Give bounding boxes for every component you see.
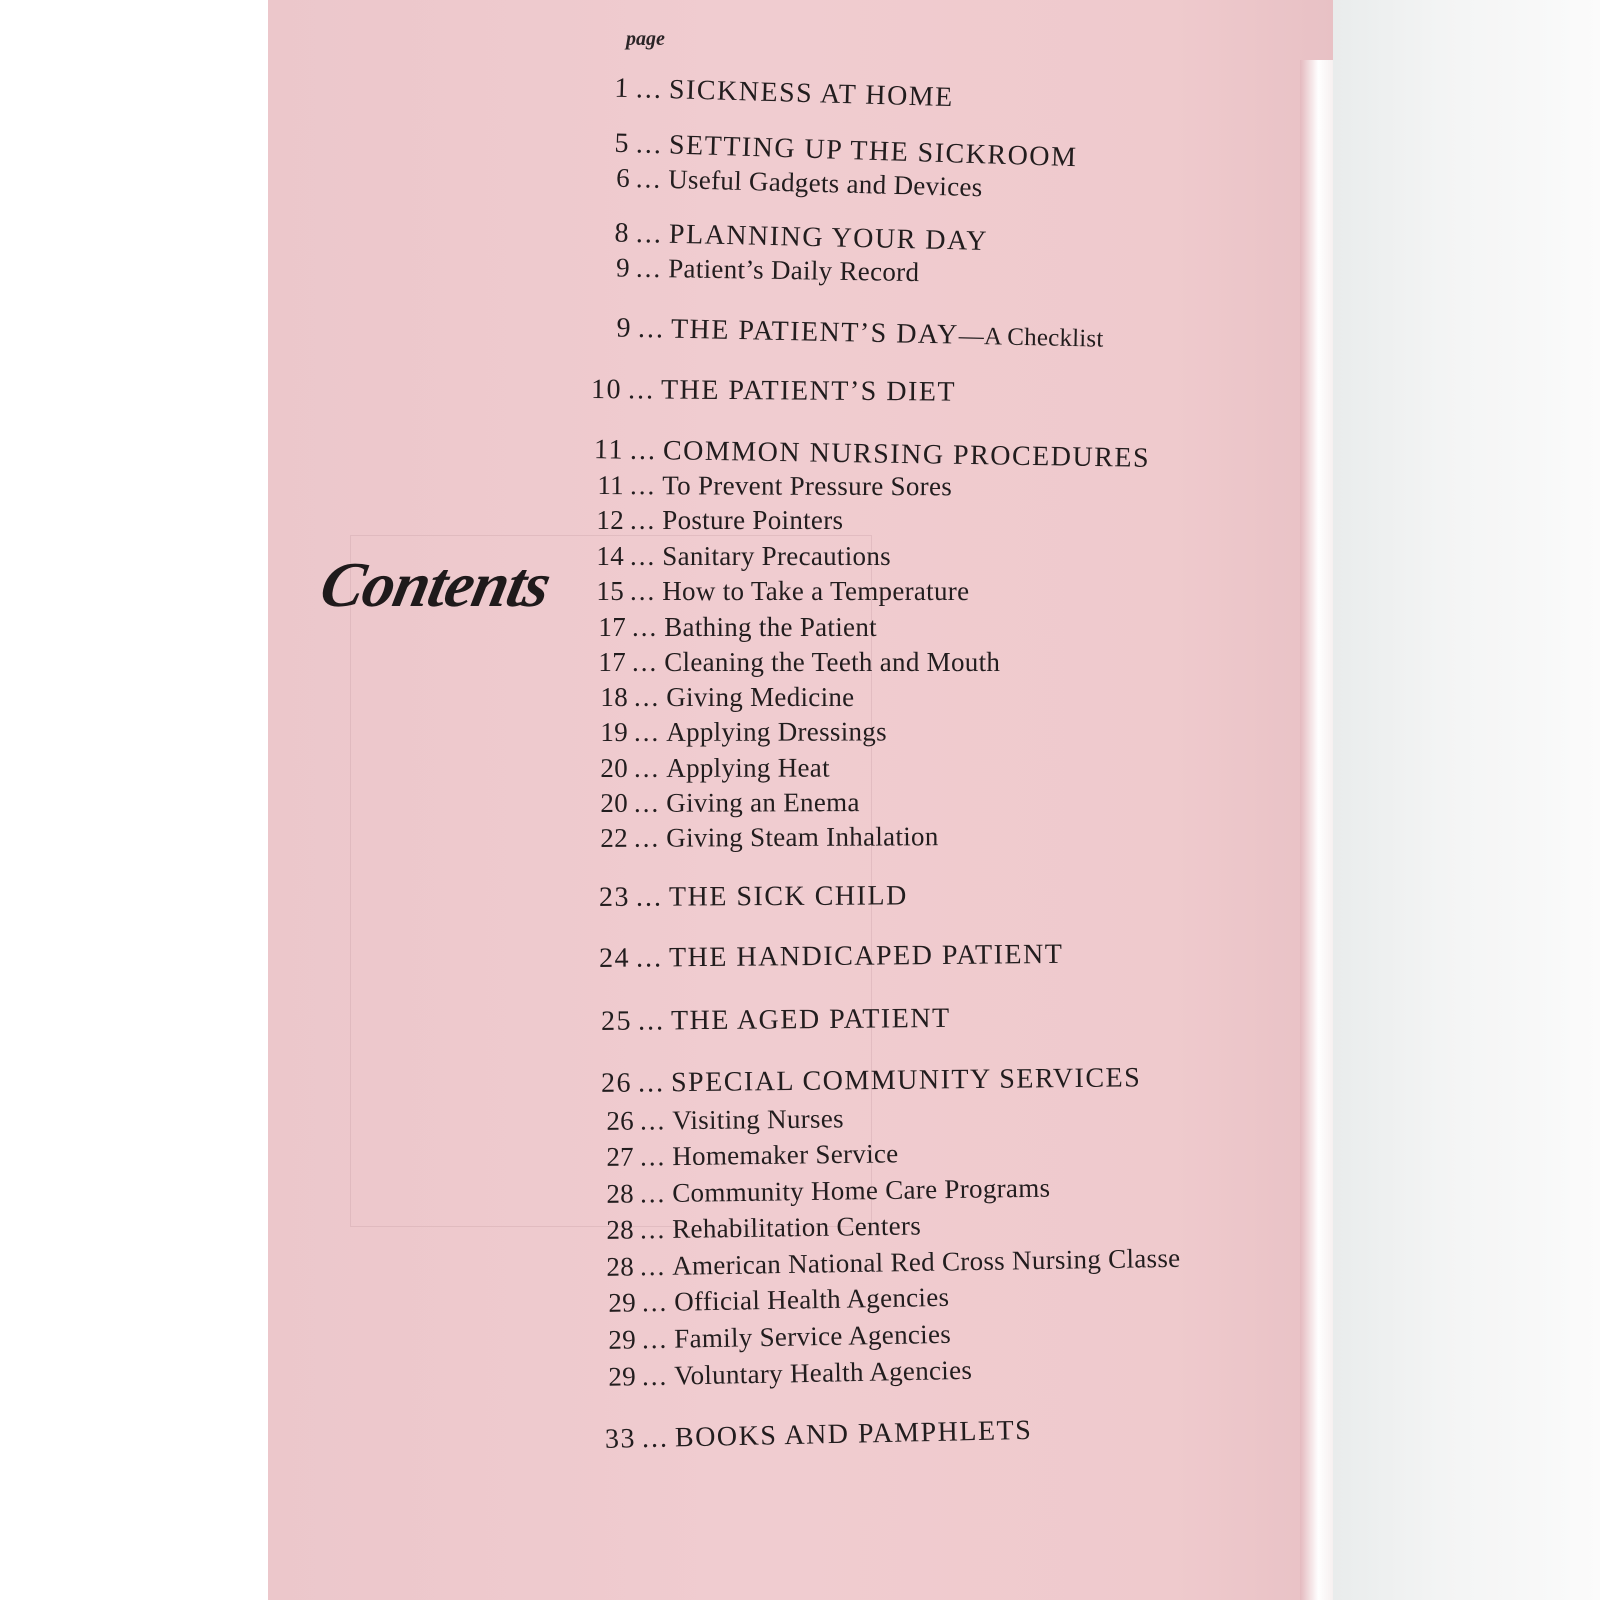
toc-leader-dots: ...: [639, 1214, 667, 1245]
toc-leader-dots: ...: [632, 612, 659, 642]
toc-title: THE AGED PATIENT: [670, 1002, 951, 1037]
toc-title: SETTING UP THE SICKROOM: [668, 129, 1078, 174]
toc-title: Official Health Agencies: [673, 1281, 950, 1317]
toc-title: THE HANDICAPED PATIENT: [668, 938, 1064, 974]
toc-entry: [598, 1415, 1033, 1456]
toc-title: Giving Medicine: [666, 682, 855, 712]
toc-entry: [592, 939, 1064, 975]
toc-page-number: 8: [614, 217, 631, 249]
toc-entry: [598, 1355, 973, 1393]
toc-entry: [584, 374, 956, 409]
toc-leader-dots: ...: [635, 881, 664, 913]
toc-page-number: 27: [606, 1141, 635, 1172]
toc-title: Cleaning the Teeth and Mouth: [664, 647, 1001, 677]
toc-page-number: 6: [615, 162, 631, 193]
toc-page-number: 28: [606, 1178, 635, 1209]
toc-page-number: 1: [614, 72, 631, 105]
toc-page-number: 28: [606, 1251, 635, 1282]
toc-title: Family Service Agencies: [673, 1318, 952, 1354]
page-column-label: page: [626, 28, 665, 50]
toc-entry: [592, 880, 908, 914]
toc-entry: [586, 541, 891, 572]
toc-page-number: 5: [614, 127, 631, 160]
toc-title: Patient’s Daily Record: [668, 253, 920, 288]
toc-title: THE PATIENT’S DIET: [660, 374, 957, 408]
toc-entry: [592, 217, 989, 258]
toc-title: Bathing the Patient: [664, 612, 877, 642]
toc-title: Giving an Enema: [666, 787, 860, 818]
toc-title: SICKNESS AT HOME: [668, 74, 955, 114]
toc-title: SPECIAL COMMUNITY SERVICES: [670, 1062, 1142, 1099]
toc-title: Rehabilitation Centers: [672, 1210, 922, 1244]
toc-title: To Prevent Pressure Sores: [662, 470, 953, 502]
toc-page-number: 10: [590, 374, 623, 406]
toc-entry: [588, 647, 1000, 678]
toc-page-number: 26: [606, 1105, 635, 1136]
toc-title: Homemaker Service: [672, 1138, 899, 1172]
toc-page-number: 11: [593, 434, 625, 466]
toc-leader-dots: ...: [639, 1250, 667, 1282]
toc-page-number: 25: [600, 1005, 633, 1037]
toc-leader-dots: ...: [634, 682, 661, 712]
toc-entry: [590, 821, 939, 854]
toc-page-number: 29: [608, 1324, 637, 1355]
toc-page-number: 23: [598, 881, 631, 913]
toc-entry: [592, 72, 955, 114]
toc-leader-dots: ...: [627, 374, 656, 406]
toc-page-number: 11: [597, 470, 625, 501]
toc-page-number: 29: [608, 1287, 637, 1318]
toc-leader-dots: ...: [639, 1178, 667, 1209]
toc-leader-dots: ...: [630, 505, 657, 535]
toc-entry: [598, 1319, 952, 1356]
toc-page-number: 28: [606, 1214, 635, 1245]
toc-entry: [590, 682, 854, 713]
toc-page-number: 17: [598, 612, 626, 642]
toc-entry: [594, 1062, 1142, 1100]
toc-leader-dots: ...: [635, 73, 664, 105]
toc-title: How to Take a Temperature: [662, 576, 970, 606]
toc-title: Voluntary Health Agencies: [673, 1354, 973, 1391]
toc-leader-dots: ...: [632, 647, 659, 677]
toc-entry: [590, 716, 887, 748]
toc-page-number: 9: [616, 312, 633, 344]
toc-leader-dots: ...: [635, 163, 663, 194]
toc-page-number: 22: [600, 822, 629, 853]
toc-title: Posture Pointers: [662, 505, 844, 535]
toc-leader-dots: ...: [629, 470, 657, 501]
toc-leader-dots: ...: [633, 752, 661, 783]
toc-leader-dots: ...: [635, 218, 664, 250]
toc-leader-dots: ...: [635, 252, 663, 284]
toc-title: THE SICK CHILD: [668, 880, 908, 913]
toc-page-number: 15: [596, 576, 624, 606]
toc-leader-dots: ...: [635, 128, 664, 161]
toc-leader-dots: ...: [630, 576, 657, 606]
toc-title: THE PATIENT’S DAY: [670, 313, 960, 351]
toc-title: Community Home Care Programs: [672, 1172, 1051, 1208]
toc-title: Visiting Nurses: [672, 1103, 845, 1136]
toc-page-number: 29: [608, 1361, 637, 1392]
toc-leader-dots: ...: [635, 942, 664, 974]
toc-title: Applying Dressings: [666, 716, 887, 747]
toc-page-number: 12: [596, 505, 624, 535]
toc-page-number: 33: [604, 1423, 637, 1455]
toc-entry: [596, 1243, 1181, 1283]
toc-entry: [596, 1210, 921, 1246]
toc-page-number: 24: [598, 942, 631, 974]
toc-title-suffix: —A Checklist: [958, 322, 1104, 353]
toc-entry: [586, 505, 843, 536]
toc-title: Applying Heat: [666, 752, 830, 783]
toc-entry: [586, 576, 969, 607]
toc-page-number: 20: [600, 752, 629, 783]
toc-page-number: 14: [596, 541, 624, 571]
toc-page-number: 18: [600, 682, 628, 712]
toc-title: Giving Steam Inhalation: [666, 821, 939, 853]
toc-entry: [586, 434, 1151, 475]
toc-page-number: 17: [598, 647, 626, 677]
toc-entry: [596, 1138, 899, 1173]
toc-entry: [594, 312, 1104, 355]
toc-title: Useful Gadgets and Devices: [667, 164, 983, 203]
toc-leader-dots: ...: [633, 716, 661, 747]
toc-entry: [592, 252, 920, 288]
toc-entry: [594, 1003, 951, 1038]
toc-leader-dots: ...: [639, 1105, 667, 1136]
toc-leader-dots: ...: [633, 822, 661, 853]
toc-title: American National Red Cross Nursing Classe: [671, 1242, 1181, 1281]
toc-leader-dots: ...: [641, 1422, 670, 1455]
toc-entry: [596, 1103, 844, 1137]
toc-title: PLANNING YOUR DAY: [668, 218, 989, 257]
toc-page-number: 9: [615, 252, 631, 283]
toc-leader-dots: ...: [637, 312, 666, 345]
toc-leader-dots: ...: [633, 787, 661, 818]
toc-leader-dots: ...: [637, 1005, 666, 1037]
contents-heading: Contents: [314, 549, 557, 620]
toc-entry: [588, 612, 877, 643]
toc-leader-dots: ...: [641, 1323, 669, 1355]
toc-leader-dots: ...: [630, 541, 657, 571]
toc-page-number: 26: [600, 1067, 633, 1099]
toc-page-number: 20: [600, 787, 629, 818]
toc-entry: [590, 787, 860, 819]
toc-leader-dots: ...: [639, 1141, 667, 1172]
toc-entry: [598, 1282, 950, 1319]
toc-leader-dots: ...: [637, 1067, 666, 1099]
toc-title: Sanitary Precautions: [662, 541, 891, 571]
toc-page-number: 19: [600, 716, 629, 747]
toc-leader-dots: ...: [641, 1286, 669, 1318]
toc-entry: [596, 1173, 1051, 1210]
toc-leader-dots: ...: [641, 1360, 669, 1392]
toc-leader-dots: ...: [629, 434, 658, 467]
toc-title: COMMON NURSING PROCEDURES: [662, 435, 1151, 474]
toc-title: BOOKS AND PAMPHLETS: [674, 1414, 1033, 1454]
toc-entry: [586, 470, 952, 502]
toc-entry: [590, 753, 830, 784]
